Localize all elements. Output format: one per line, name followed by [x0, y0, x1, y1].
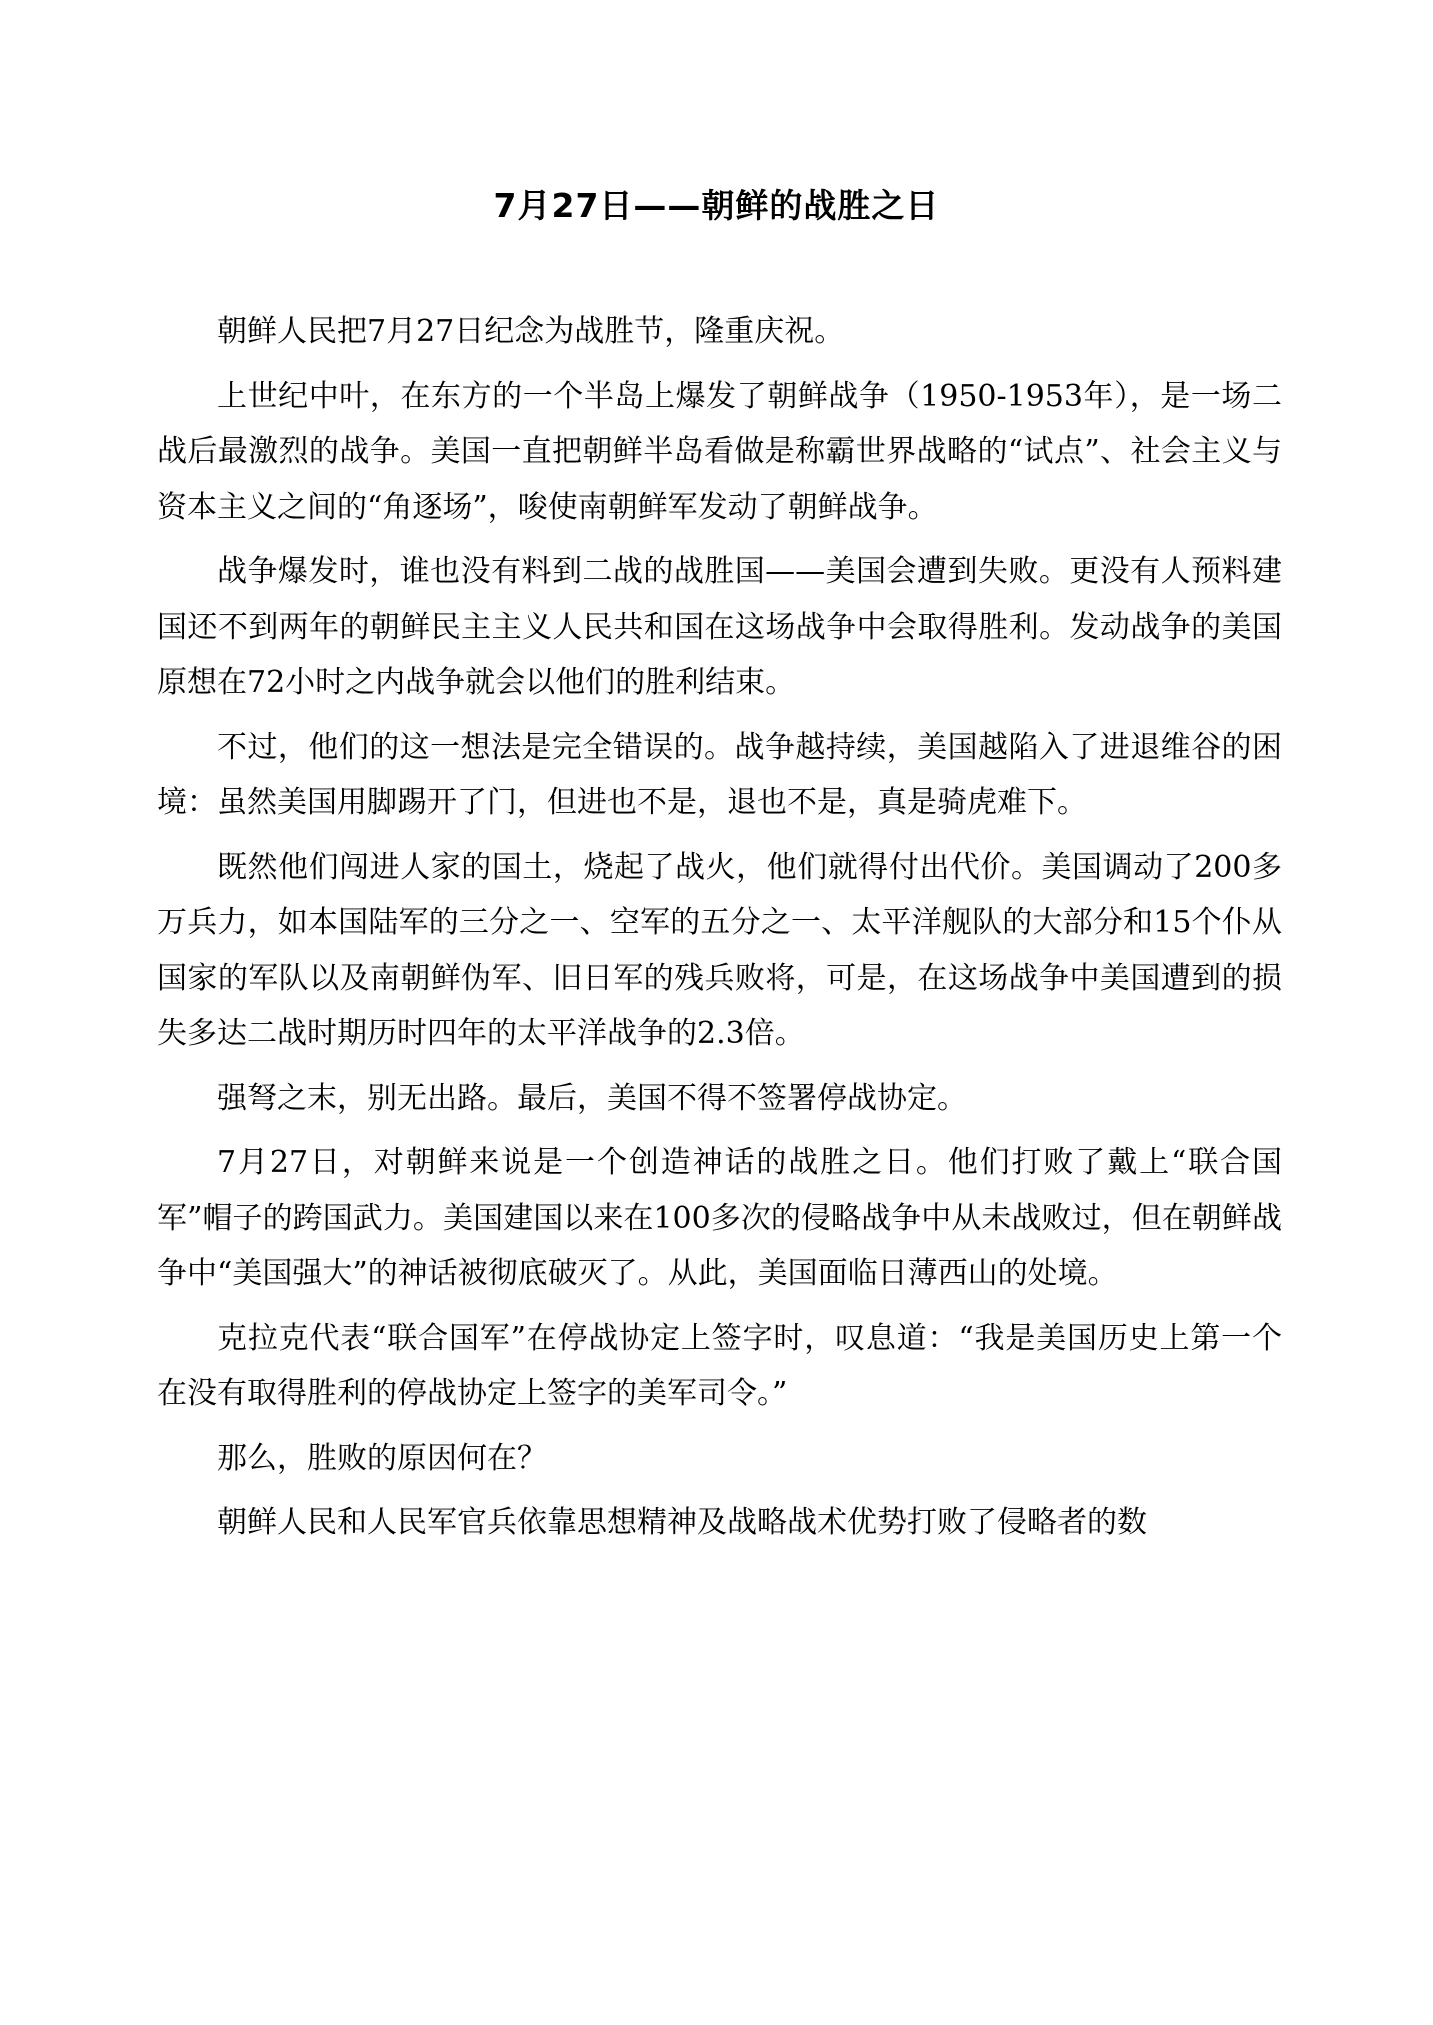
paragraph: 那么，胜败的原因何在？	[217, 1440, 547, 1476]
paragraph: 不过，他们的这一想法是完全错误的。战争越持续，美国越陷入了进退维谷的困境：虽然美国用脚踢开了门，但进也不是，退也不是，真是骑虎难下。	[157, 729, 1282, 820]
paragraph: 既然他们闯进人家的国土，烧起了战火，他们就得付出代价。美国调动了200多万兵力，如本国陆军的三分之一、空军的五分之一、太平洋舰队的大部分和15个仆从国家的军队以及南朝鲜伪军、旧日军的残兵败将，可是，在这场战争中美国遭到的损失多达二战时期历时四年的太平洋战争的2.3倍。	[157, 849, 1282, 1051]
paragraph: 朝鲜人民和人民军官兵依靠思想精神及战略战术优势打败了侵略者的数	[217, 1505, 1147, 1540]
paragraph: 7月27日，对朝鲜来说是一个创造神话的战胜之日。他们打败了戴上“联合国军”帽子的跨国武力。美国建国以来在100多次的侵略战争中从未战败过，但在朝鲜战争中“美国强大”的神话被彻底破灭了。从此，美国面临日薄西山的处境。	[157, 1145, 1282, 1291]
paragraph: 克拉克代表“联合国军”在停战协定上签字时，叹息道：“我是美国历史上第一个在没有取得胜利的停战协定上签字的美军司令。”	[157, 1320, 1282, 1411]
paragraph: 朝鲜人民把7月27日纪念为战胜节，隆重庆祝。	[217, 314, 845, 349]
document-body	[157, 304, 1282, 1560]
paragraph: 战争爆发时，谁也没有料到二战的战胜国——美国会遭到失败。更没有人预料建国还不到两年的朝鲜民主主义人民共和国在这场战争中会取得胜利。发动战争的美国原想在72小时之内战争就会以他们的胜利结束。	[157, 554, 1282, 700]
paragraph: 上世纪中叶，在东方的一个半岛上爆发了朝鲜战争（1950-1953年），是一场二战后最激烈的战争。美国一直把朝鲜半岛看做是称霸世界战略的“试点”、社会主义与资本主义之间的“角逐场”，唆使南朝鲜军发动了朝鲜战争。	[157, 378, 1282, 525]
document-title: 7月27日——朝鲜的战胜之日	[493, 186, 940, 225]
paragraph: 强弩之末，别无出路。最后，美国不得不签署停战协定。	[217, 1080, 967, 1116]
